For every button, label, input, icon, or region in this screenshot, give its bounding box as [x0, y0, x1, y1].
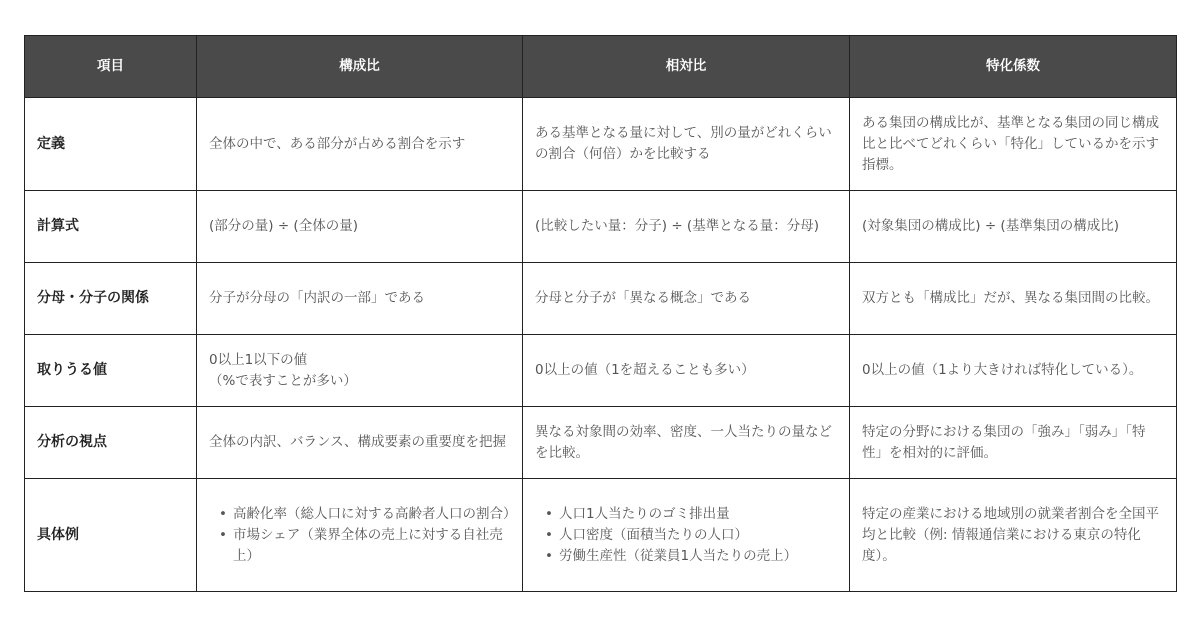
- row-label: 計算式: [25, 191, 197, 263]
- table-row: [25, 479, 1177, 592]
- header-item: 項目: [25, 36, 197, 98]
- table-cell: (比較したい量：分子) ÷ (基準となる量：分母): [523, 191, 850, 263]
- table-cell: 0以上の値（1より大きければ特化している）。: [850, 335, 1177, 407]
- header-relative-ratio: 相対比: [523, 36, 850, 98]
- table-row: [25, 407, 1177, 479]
- row-label: 具体例: [25, 479, 197, 592]
- table-cell: (部分の量) ÷ (全体の量): [197, 191, 523, 263]
- list-item: • 市場シェア（業界全体の売上に対する自社売上）: [233, 525, 510, 567]
- table-header: [25, 36, 1177, 98]
- table-cell: (対象集団の構成比) ÷ (基準集団の構成比): [850, 191, 1177, 263]
- header-specialization-coefficient: 特化係数: [850, 36, 1177, 98]
- table-cell: 特定の分野における集団の「強み」「弱み」「特性」を相対的に評価。: [850, 407, 1177, 479]
- table-row: [25, 335, 1177, 407]
- table-body: [25, 98, 1177, 592]
- table-cell: 0以上1以下の値 （%で表すことが多い）: [197, 335, 523, 407]
- row-label: 取りうる値: [25, 335, 197, 407]
- table-row: [25, 263, 1177, 335]
- list-item: • 人口密度（面積当たりの人口）: [559, 525, 837, 546]
- table-cell: 全体の内訳、バランス、構成要素の重要度を把握: [197, 407, 523, 479]
- table-cell: [197, 479, 523, 592]
- table-cell: ある集団の構成比が、基準となる集団の同じ構成比と比べてどれくらい「特化」しているかを示す指標。: [850, 98, 1177, 191]
- row-label: 分母・分子の関係: [25, 263, 197, 335]
- table-cell: 0以上の値（1を超えることも多い）: [523, 335, 850, 407]
- table-row: [25, 98, 1177, 191]
- header-row: [25, 36, 1177, 98]
- list-item: • 人口1人当たりのゴミ排出量: [559, 504, 837, 525]
- comparison-table: [24, 35, 1177, 592]
- row-label: 分析の視点: [25, 407, 197, 479]
- table-cell: 異なる対象間の効率、密度、一人当たりの量などを比較。: [523, 407, 850, 479]
- table-cell: 全体の中で、ある部分が占める割合を示す: [197, 98, 523, 191]
- table-cell: 分母と分子が「異なる概念」である: [523, 263, 850, 335]
- header-composition-ratio: 構成比: [197, 36, 523, 98]
- row-label: 定義: [25, 98, 197, 191]
- table-cell: 分子が分母の「内訳の一部」である: [197, 263, 523, 335]
- example-list: [535, 504, 837, 567]
- table-cell: ある基準となる量に対して、別の量がどれくらいの割合（何倍）かを比較する: [523, 98, 850, 191]
- table-row: [25, 191, 1177, 263]
- list-item: • 高齢化率（総人口に対する高齢者人口の割合）: [233, 504, 510, 525]
- list-item: • 労働生産性（従業員1人当たりの売上）: [559, 546, 837, 567]
- table-cell: 特定の産業における地域別の就業者割合を全国平均と比較（例: 情報通信業における東京の特化度）。: [850, 479, 1177, 592]
- table-cell: [523, 479, 850, 592]
- table-cell: 双方とも「構成比」だが、異なる集団間の比較。: [850, 263, 1177, 335]
- example-list: [209, 504, 517, 567]
